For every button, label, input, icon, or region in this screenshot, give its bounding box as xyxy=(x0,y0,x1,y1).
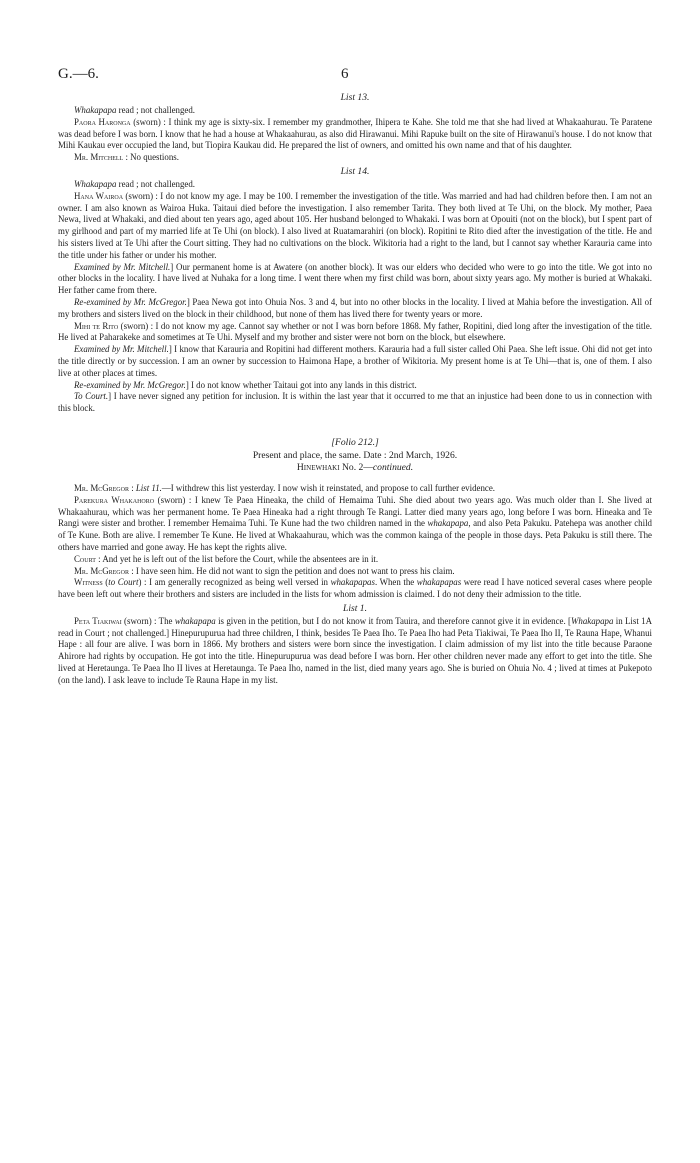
text-run: : And yet he is left out of the list before the Court, while the absentees are in it. xyxy=(95,553,379,564)
text-run: read ; not challenged. xyxy=(116,178,196,189)
italic-text: List 11. xyxy=(135,482,162,493)
text-run: No. 2— xyxy=(339,461,373,473)
centered-line xyxy=(58,462,652,474)
paragraph xyxy=(58,566,652,578)
text-run: ] I have never signed any petition for inclusion. It is within the last year that it occurred to me that an injustice had been done to us in connection with this block. xyxy=(58,391,652,414)
section-spacer xyxy=(58,415,652,435)
paragraph xyxy=(58,297,652,321)
text-run: ] Paea Newa got into Ohuia Nos. 3 and 4, but into no other blocks in the locality. I lived at Mahia before the investigation. All of my brothers and sisters lived on the block in their childhood, but none of them has lived there for twenty years or more. xyxy=(58,296,652,319)
speaker-name: Hinewhaki xyxy=(296,461,340,473)
speaker-name: Court xyxy=(74,553,96,564)
italic-text: to Court xyxy=(108,577,139,588)
italic-text: Whakapapa xyxy=(74,105,117,115)
text-run: ] Our permanent home is at Awatere (on another block). It was our elders who decided who were to go into the title. We got into no other blocks in the locality. I have lived at Nuhaka for a long time. I went there when my first child was born, about sixty years ago. My mother is buried at Whakaki. Her father came from there. xyxy=(58,261,653,296)
text-run: were read I have noticed several cases where people have been left out where their brothers and sisters are included in the lists for whom admission is claimed. I do not deny their admission to the title. xyxy=(58,577,652,600)
italic-text: whakapapa xyxy=(174,615,216,626)
paragraph xyxy=(58,152,652,164)
speaker-name: Mr. McGregor xyxy=(74,565,129,576)
italic-text: Re-examined by Mr. McGregor. xyxy=(74,379,186,390)
paragraph xyxy=(58,179,652,191)
paragraph xyxy=(58,321,652,345)
section-spacer xyxy=(58,474,652,483)
italic-text: continued. xyxy=(372,461,414,473)
text-run: ] I know that Karauria and Ropitini had different mothers. Karauria had a full sister called Ohi Paea. She left issue. Ohi did not get into the title directly or by succession. I am an owner by succession to Haimona Hape, a brother of Wikitoria. My present home is at Te Uhi—that is, one of them. I also live at other places at times. xyxy=(58,344,653,378)
text-run: read ; not challenged. xyxy=(116,105,196,115)
section-heading: List 1. xyxy=(343,602,367,614)
text-run: ] I do not know whether Taitaui got into any lands in this district. xyxy=(185,379,417,390)
document-body xyxy=(58,92,652,687)
speaker-name: Hana Wairoa xyxy=(74,190,124,201)
speaker-name: Mihi te Rito xyxy=(74,320,119,331)
document-page xyxy=(58,66,652,687)
speaker-name: Mr. Mitchell xyxy=(74,152,124,163)
text-run: (sworn) : I think my age is sixty-six. I remember my grandmother, Ihipera te Kahe. She told me that she had lived at Whakaahurau. Te Paratene was dead before I was born. I know that he had a house at Whakaahurau, as also did Hirawanui. Mihi Rapuke built on the site of Hirawanui's house. I do not know that Mihi Kaukau ever occupied the land, but Tiopira Kaukau did. He prepared the list of owners, and omitted his own name and that of his daughter. xyxy=(58,116,653,151)
page-number: 6 xyxy=(341,66,349,82)
speaker-name: Witness xyxy=(74,577,103,588)
italic-text: Whakapapa xyxy=(571,615,614,626)
italic-text: whakapapa xyxy=(427,518,469,529)
text-run: : No questions. xyxy=(123,152,179,163)
speaker-name: Paora Haronga xyxy=(74,116,131,127)
text-run: Present and place, the same. Date : 2nd March, 1926. xyxy=(252,449,458,461)
italic-text: Re-examined by Mr. McGregor. xyxy=(74,296,187,307)
text-run: (sworn) : The xyxy=(121,615,175,626)
italic-text: To Court. xyxy=(74,391,109,402)
running-header xyxy=(58,66,652,90)
paragraph xyxy=(58,577,652,601)
centered-line xyxy=(58,450,652,462)
italic-text: whakapapas xyxy=(416,577,462,588)
italic-text: Examined by Mr. Mitchell. xyxy=(74,344,169,355)
section-heading: List 14. xyxy=(340,165,370,177)
text-run: —I withdrew this list yesterday. I now wish it reinstated, and propose to call further evidence. xyxy=(161,482,495,493)
text-run: is given in the petition, but I do not know it from Tauira, and therefore cannot give it in evidence. [ xyxy=(215,615,571,626)
paragraph xyxy=(58,105,652,117)
speaker-name: Peta Tiakiwai xyxy=(74,615,122,626)
paragraph xyxy=(58,117,652,152)
text-run: . When the xyxy=(374,577,417,588)
text-run: ) : I am generally recognized as being well versed in xyxy=(138,577,331,588)
speaker-name: Parekura Whakahoro xyxy=(74,494,155,505)
section-heading: [Folio 212.] xyxy=(331,436,379,448)
paragraph xyxy=(58,191,652,262)
paragraph xyxy=(58,554,652,566)
paragraph xyxy=(58,391,652,415)
text-run: (sworn) : I do not know my age. I may be 100. I remember the investigation of the title. Was married and had had children before then. I am not an owner. I am also known as Wairoa Huka. Taitaui died before the investigation. I also remember Tarita. They both lived at Te Uhi, on the block. My mother, Paea Newa, lived at Whakaki, and died about ten years ago, aged about 105. Her husband belonged to Whakaki. I was born at Opouiti (not on the block), but I spent part of my girlhood and part of my married life at Te Uhi (on block). I also lived at Ruatamarahiri (on block). Ropitini te Rito died after the investigation of the title. He and his sisters lived at Te Uhi after the Court sitting. They had no cultivations on the block. Wikitoria had a right to the land, but I cannot say whether Karauria came into the title under his father or under his mother. xyxy=(58,190,652,260)
text-run: : I have seen him. He did not want to sign the petition and does not want to press his claim. xyxy=(128,565,455,576)
text-run: : xyxy=(128,482,136,493)
italic-text: Examined by Mr. Mitchell. xyxy=(74,261,171,272)
text-run: , and also Peta Pakuku. Patehepa was another child of Te Kune. Both are alive. I remember Te Kune. He lived at Whakaahurau, which was the common kainga of the people in those days. Peta Pakuku is still there. The others have married and gone away. He has kept the rights alive. xyxy=(58,518,652,552)
paragraph xyxy=(58,344,652,379)
text-run: ( xyxy=(102,577,109,588)
paragraph xyxy=(58,495,652,554)
speaker-name: Mr. McGregor xyxy=(74,482,129,493)
document-reference: G.—6. xyxy=(58,66,99,82)
paragraph xyxy=(58,616,652,687)
paragraph xyxy=(58,483,652,495)
text-run: (sworn) : I knew Te Paea Hineaka, the child of Hemaima Tuhi. She died about two years ago. Was much older than I. She lived at Whakaahurau, which was her permanent home. Te Paea Hineaka had a right through Te Rangi. Latter died many years ago, long before I was born. Hineaka and Te Rangi were sister and brother. I remember Hemaima Tuhi. Te Kune had the two children named in the xyxy=(58,494,652,529)
paragraph xyxy=(58,262,652,297)
text-run: in List 1A read in Court ; not challenged.] Hinepurupurua had three children, I think, besides Te Paea Iho. Te Paea Iho had Peta Tiakiwai, Te Paea Iho II, Te Rauna Hape, Whanui Hape : all four are alive. I was born in 1866. My brothers and sisters were born since the investigation. I claim admission of my list into the title because Paraone Ahirore had rights by occupation. He got into the title. Hinepurupurua was dead before I was born. Her other children never made any effort to get into the title. She lived at Heretaunga. Te Paea Iho II lives at Heretaunga. Te Paea Iho, named in the list, died many years ago. She is buried on Ohuia No. 4 ; lived at times at Pukepoto (on the land). I ask leave to include Te Rauna Hape in my list. xyxy=(58,615,652,685)
paragraph xyxy=(58,380,652,392)
italic-text: whakapapas xyxy=(330,577,375,588)
section-heading: List 13. xyxy=(340,92,370,103)
text-run: (sworn) : I do not know my age. Cannot say whether or not I was born before 1868. My father, Ropitini, died long after the investigation of the title. He lived at Paharakeke and sometimes at Te Uhi. Myself and my brother and sister were not born on the block, but elsewhere. xyxy=(58,320,653,343)
italic-text: Whakapapa xyxy=(74,178,117,189)
